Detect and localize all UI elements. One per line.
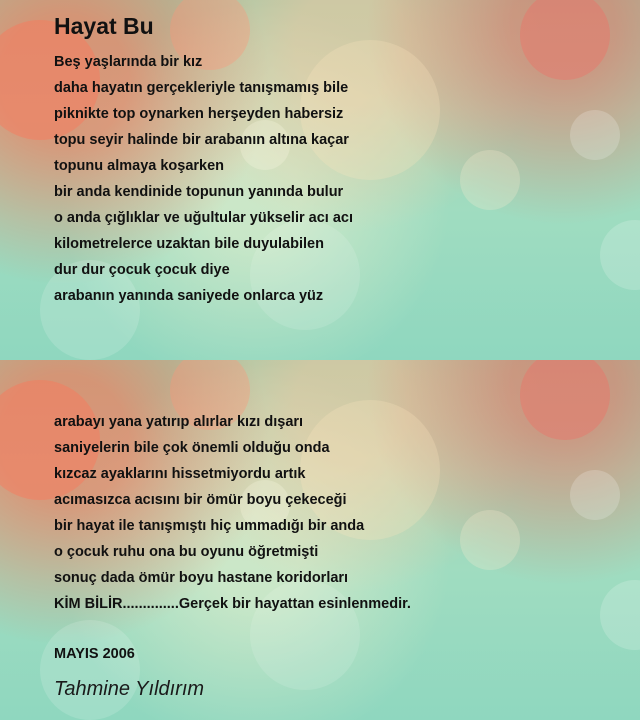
poem-line: kilometrelerce uzaktan bile duyulabilen	[54, 236, 324, 252]
poem-line: daha hayatın gerçekleriyle tanışmamış bile	[54, 80, 349, 96]
poem-line: kızcaz ayaklarını hissetmiyordu artık	[54, 466, 306, 482]
bokeh-decoration	[40, 620, 140, 720]
bokeh-decoration	[570, 470, 620, 520]
poem-line: sonuç dada ömür boyu hastane koridorları	[54, 570, 349, 586]
poem-stanza-1	[54, 49, 353, 309]
poem-line: Beş yaşlarında bir kız	[54, 54, 203, 70]
poem-line: dur dur çocuk çocuk diye	[54, 262, 230, 278]
poem-line: piknikte top oynarken herşeyden habersiz	[54, 106, 344, 122]
bokeh-decoration	[570, 110, 620, 160]
bokeh-decoration	[600, 220, 640, 290]
poem-line: arabanın yanında saniyede onlarca yüz	[54, 288, 324, 304]
poem-stanza-2	[54, 409, 411, 617]
poem-card-bottom	[0, 360, 640, 720]
poem-line: topu seyir halinde bir arabanın altına kaçar	[54, 132, 349, 148]
bokeh-decoration	[460, 150, 520, 210]
bokeh-decoration	[520, 360, 610, 440]
bokeh-decoration	[600, 580, 640, 650]
poem-line: bir anda kendinide topunun yanında bulur	[54, 184, 344, 200]
poem-line: KİM BİLİR..............Gerçek bir hayattan esinlenmedir.	[54, 596, 411, 612]
bokeh-decoration	[460, 510, 520, 570]
poem-line: bir hayat ile tanışmıştı hiç ummadığı bir anda	[54, 518, 365, 534]
poem-author: Tahmine Yıldırım	[54, 678, 205, 700]
poem-title: Hayat Bu	[54, 13, 154, 39]
poem-line: acımasızca acısını bir ömür boyu çekeceği	[54, 492, 347, 508]
bokeh-decoration	[520, 0, 610, 80]
poem-date: MAYIS 2006	[54, 646, 135, 662]
poem-line: o çocuk ruhu ona bu oyunu öğretmişti	[54, 544, 319, 560]
poem-line: topunu almaya koşarken	[54, 158, 225, 174]
poem-line: arabayı yana yatırıp alırlar kızı dışarı	[54, 414, 304, 430]
poem-line: saniyelerin bile çok önemli olduğu onda	[54, 440, 330, 456]
poem-line: o anda çığlıklar ve uğultular yükselir acı acı	[54, 210, 353, 226]
